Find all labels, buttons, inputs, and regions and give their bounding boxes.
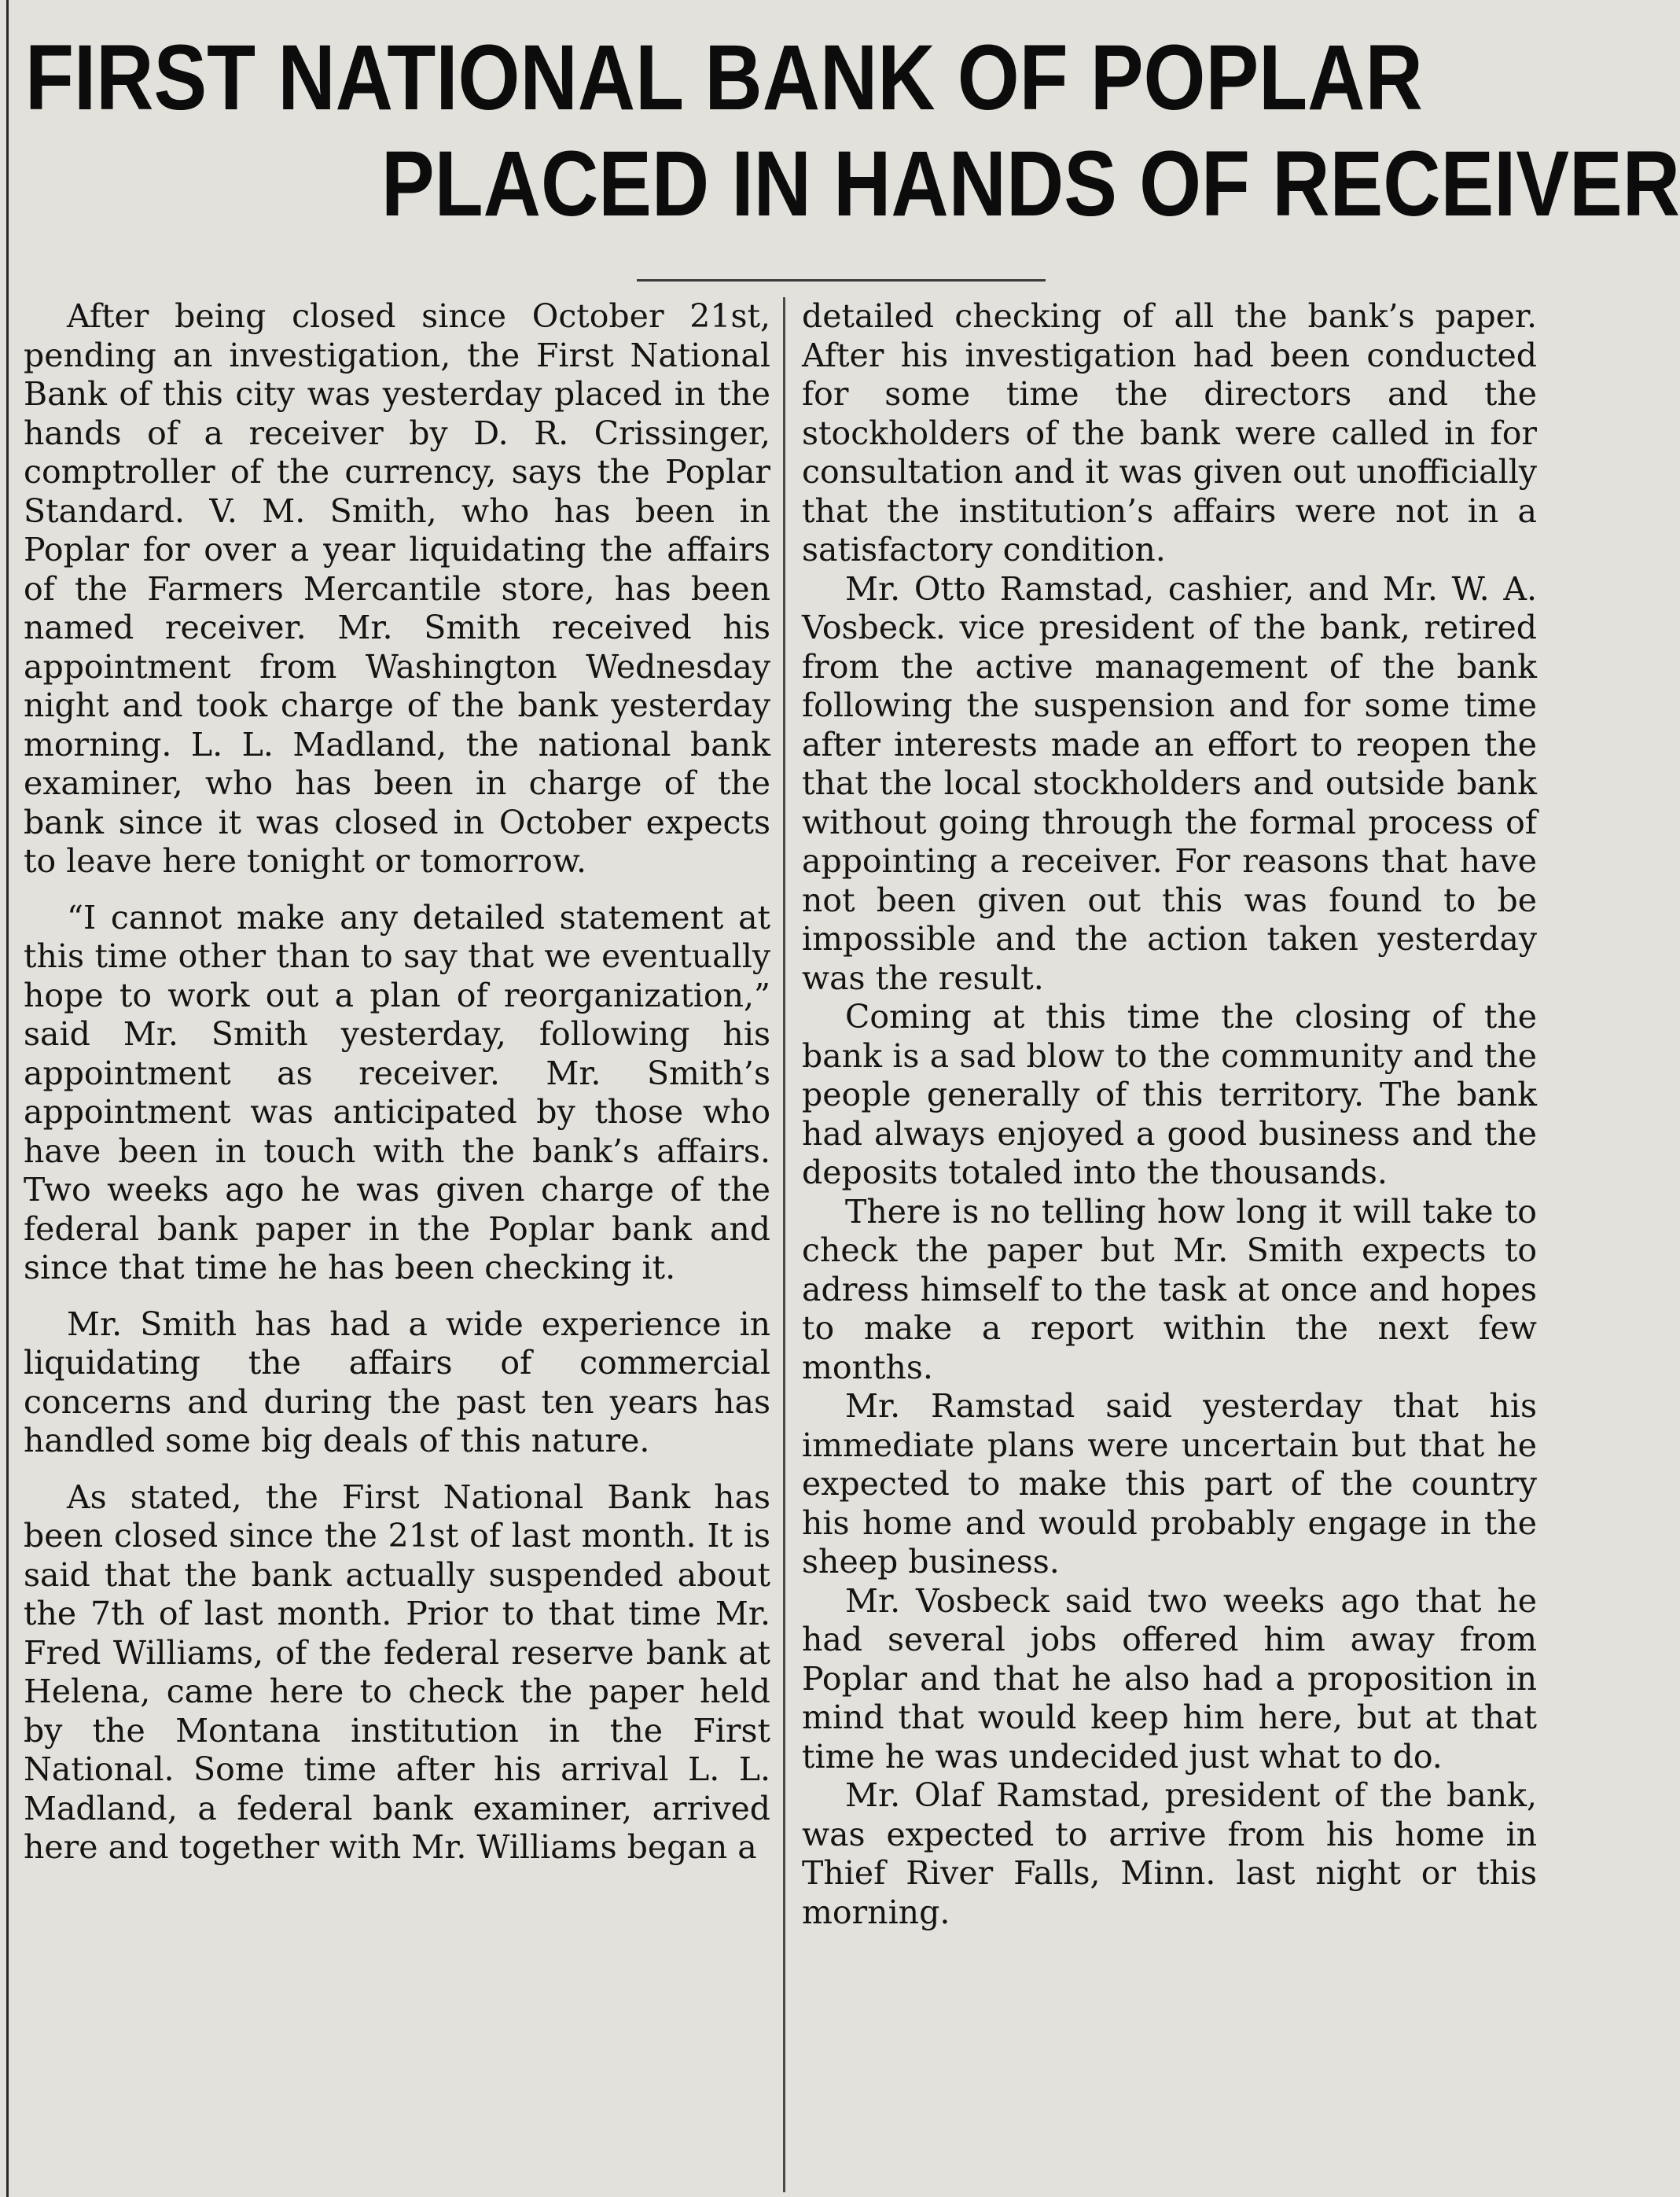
page-edge-rule <box>6 0 9 2197</box>
article-column-left <box>24 297 770 1868</box>
paragraph: There is no telling how long it will take to check the paper but Mr. Smith expects to adress himself to the task at once and hopes to make a report within the next few months. <box>802 1192 1537 1386</box>
paragraph: “I cannot make any detailed statement at this time other than to say that we eventually hope to work out a plan of reorganization,” said Mr. Smith yesterday, following his appointment as receiver. Mr. Smith’s appointment was anticipated by those who have been in touch with the bank’s affairs. Two weeks ago he was given charge of the federal bank paper in the Poplar bank and since that time he has been checking it. <box>24 898 770 1286</box>
headline-line-2: PLACED IN HANDS OF RECEIVER <box>381 132 1680 236</box>
paragraph: Mr. Ramstad said yesterday that his immediate plans were uncertain but that he expected to make this part of the country his home and would probably engage in the sheep business. <box>802 1387 1537 1581</box>
paragraph: As stated, the First National Bank has been closed since the 21st of last month. It is said that the bank actually suspended about the 7th of last month. Prior to that time Mr. Fred Williams, of the federal reserve bank at Helena, came here to check the paper held by the Montana institution in the First National. Some time after his arrival L. L. Madland, a federal bank examiner, arrived here and together with Mr. Williams began a <box>24 1478 770 1866</box>
column-divider <box>783 297 785 2192</box>
article-column-right <box>802 297 1537 1932</box>
paragraph: After being closed since October 21st, pending an investigation, the First National Bank of this city was yesterday placed in the hands of a receiver by D. R. Crissinger, comptroller of the currency, says the Poplar Standard. V. M. Smith, who has been in Poplar for over a year liquidating the affairs of the Farmers Mercantile store, has been named receiver. Mr. Smith received his appointment from Washington Wednesday night and took charge of the bank yesterday morning. L. L. Madland, the national bank examiner, who has been in charge of the bank since it was closed in October expects to leave here tonight or tomorrow. <box>24 297 770 880</box>
paragraph: Mr. Otto Ramstad, cashier, and Mr. W. A. Vosbeck. vice president of the bank, retired from the active management of the bank following the suspension and for some time after interests made an effort to reopen the that the local stockholders and outside bank without going through the formal process of appointing a receiver. For reasons that have not been given out this was found to be impossible and the action taken yesterday was the result. <box>802 569 1537 997</box>
paragraph: Mr. Vosbeck said two weeks ago that he had several jobs offered him away from Poplar and that he also had a proposition in mind that would keep him here, but at that time he was undecided just what to do. <box>802 1581 1537 1776</box>
headline-divider <box>637 279 1046 282</box>
headline-line-1: FIRST NATIONAL BANK OF POPLAR <box>25 26 1423 130</box>
paragraph: Mr. Olaf Ramstad, president of the bank, was expected to arrive from his home in Thief River Falls, Minn. last night or this morning. <box>802 1776 1537 1931</box>
paragraph: Mr. Smith has had a wide experience in liquidating the affairs of commercial concerns and during the past ten years has handled some big deals of this nature. <box>24 1305 770 1459</box>
paragraph: Coming at this time the closing of the bank is a sad blow to the community and the people generally of this territory. The bank had always enjoyed a good business and the deposits totaled into the thousands. <box>802 998 1537 1191</box>
paragraph-continued: detailed checking of all the bank’s paper. After his investigation had been conducted for some time the directors and the stockholders of the bank were called in for consultation and it was given out unofficially that the institution’s affairs were not in a satisfactory condition. <box>802 297 1537 569</box>
